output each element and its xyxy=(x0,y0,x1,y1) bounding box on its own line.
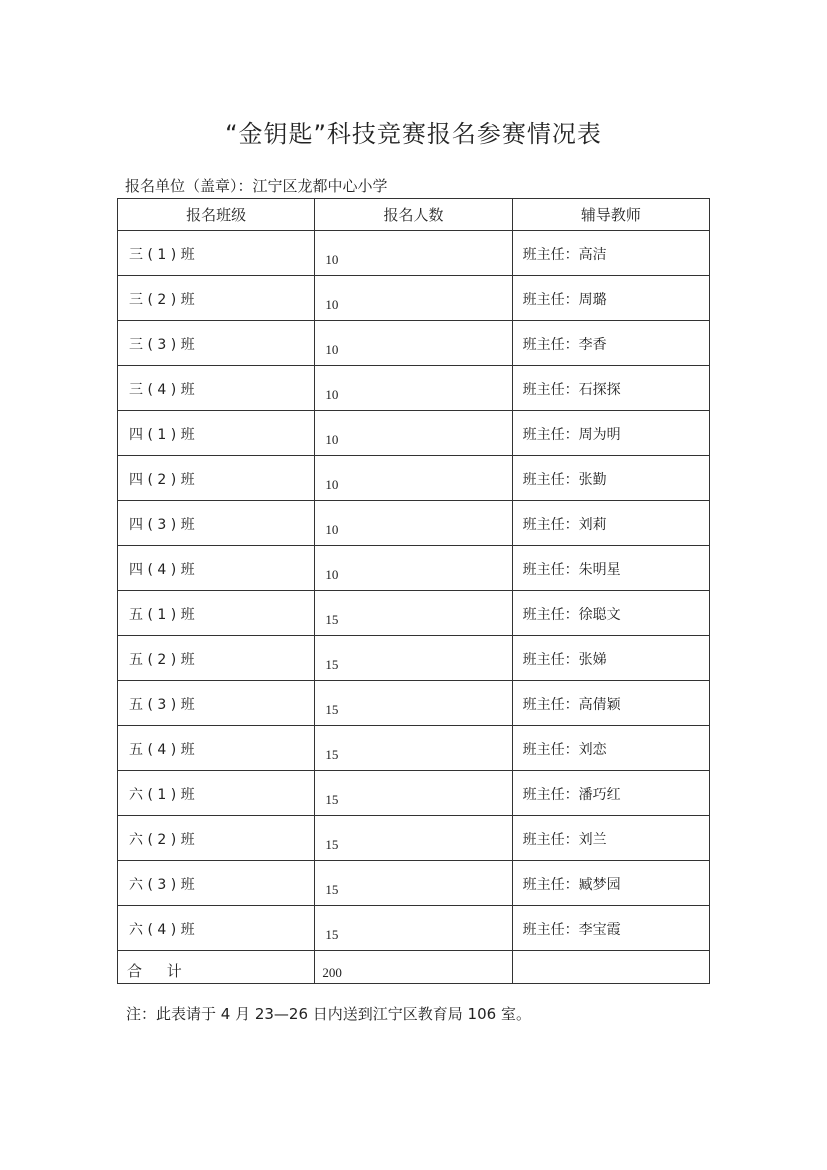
total-row xyxy=(118,951,710,984)
table-row xyxy=(118,276,710,321)
teacher-cell: 班主任：张娣 xyxy=(522,652,607,668)
table-row xyxy=(118,456,710,501)
count-cell: 10 xyxy=(325,342,339,357)
count-cell: 10 xyxy=(325,567,339,582)
count-cell: 10 xyxy=(325,252,339,267)
count-cell: 15 xyxy=(325,702,339,717)
class-cell: 四 ( 4 ) 班 xyxy=(129,562,195,578)
table-row xyxy=(118,681,710,726)
teacher-cell: 班主任：刘兰 xyxy=(522,832,607,848)
count-cell: 10 xyxy=(325,432,339,447)
class-cell: 五 ( 1 ) 班 xyxy=(129,607,195,623)
registration-table xyxy=(117,198,710,984)
table-row xyxy=(118,411,710,456)
teacher-cell: 班主任：高洁 xyxy=(522,247,607,263)
table-row xyxy=(118,231,710,276)
teacher-cell: 班主任：刘恋 xyxy=(522,742,607,758)
teacher-cell: 班主任：臧梦园 xyxy=(522,877,621,893)
teacher-cell: 班主任：周为明 xyxy=(522,427,621,443)
count-cell: 15 xyxy=(325,882,339,897)
total-teacher xyxy=(513,951,709,964)
class-cell: 六 ( 3 ) 班 xyxy=(129,877,195,893)
teacher-cell: 班主任：石探探 xyxy=(522,382,621,398)
total-label: 合 计 xyxy=(127,962,192,980)
registration-unit: 报名单位（盖章）：江宁区龙都中心小学 xyxy=(125,177,388,195)
class-cell: 四 ( 2 ) 班 xyxy=(129,472,195,488)
total-count: 200 xyxy=(322,965,342,980)
table-row xyxy=(118,771,710,816)
class-cell: 五 ( 2 ) 班 xyxy=(129,652,195,668)
count-cell: 10 xyxy=(325,297,339,312)
teacher-cell: 班主任：李宝霞 xyxy=(522,922,621,938)
table-row xyxy=(118,636,710,681)
table-row xyxy=(118,726,710,771)
teacher-cell: 班主任：周璐 xyxy=(522,292,607,308)
table-row xyxy=(118,861,710,906)
teacher-cell: 班主任：刘莉 xyxy=(522,517,607,533)
class-cell: 六 ( 4 ) 班 xyxy=(129,922,195,938)
table-row xyxy=(118,591,710,636)
table-row xyxy=(118,366,710,411)
count-cell: 15 xyxy=(325,837,339,852)
teacher-cell: 班主任：张勤 xyxy=(522,472,607,488)
count-cell: 10 xyxy=(325,522,339,537)
header-count: 报名人数 xyxy=(315,199,512,231)
count-cell: 15 xyxy=(325,657,339,672)
class-cell: 六 ( 2 ) 班 xyxy=(129,832,195,848)
header-class: 报名班级 xyxy=(118,199,315,231)
class-cell: 三 ( 4 ) 班 xyxy=(129,382,195,398)
count-cell: 15 xyxy=(325,927,339,942)
class-cell: 三 ( 2 ) 班 xyxy=(129,292,195,308)
count-cell: 15 xyxy=(325,792,339,807)
header-teacher: 辅导教师 xyxy=(512,199,709,231)
document-title: “金钥匙”科技竞赛报名参赛情况表 xyxy=(225,120,602,148)
class-cell: 四 ( 3 ) 班 xyxy=(129,517,195,533)
teacher-cell: 班主任：李香 xyxy=(522,337,607,353)
teacher-cell: 班主任：高倩颖 xyxy=(522,697,621,713)
count-cell: 15 xyxy=(325,747,339,762)
class-cell: 六 ( 1 ) 班 xyxy=(129,787,195,803)
table-row xyxy=(118,321,710,366)
count-cell: 10 xyxy=(325,387,339,402)
class-cell: 四 ( 1 ) 班 xyxy=(129,427,195,443)
teacher-cell: 班主任：潘巧红 xyxy=(522,787,621,803)
footnote: 注：此表请于 4 月 23—26 日内送到江宁区教育局 106 室。 xyxy=(126,1005,531,1023)
class-cell: 三 ( 1 ) 班 xyxy=(129,247,195,263)
table-row xyxy=(118,816,710,861)
table-row xyxy=(118,906,710,951)
class-cell: 五 ( 4 ) 班 xyxy=(129,742,195,758)
class-cell: 五 ( 3 ) 班 xyxy=(129,697,195,713)
class-cell: 三 ( 3 ) 班 xyxy=(129,337,195,353)
count-cell: 10 xyxy=(325,477,339,492)
count-cell: 15 xyxy=(325,612,339,627)
teacher-cell: 班主任：徐聪文 xyxy=(522,607,621,623)
table-row xyxy=(118,546,710,591)
table-row xyxy=(118,501,710,546)
teacher-cell: 班主任：朱明星 xyxy=(522,562,621,578)
table-header-row xyxy=(118,199,710,231)
